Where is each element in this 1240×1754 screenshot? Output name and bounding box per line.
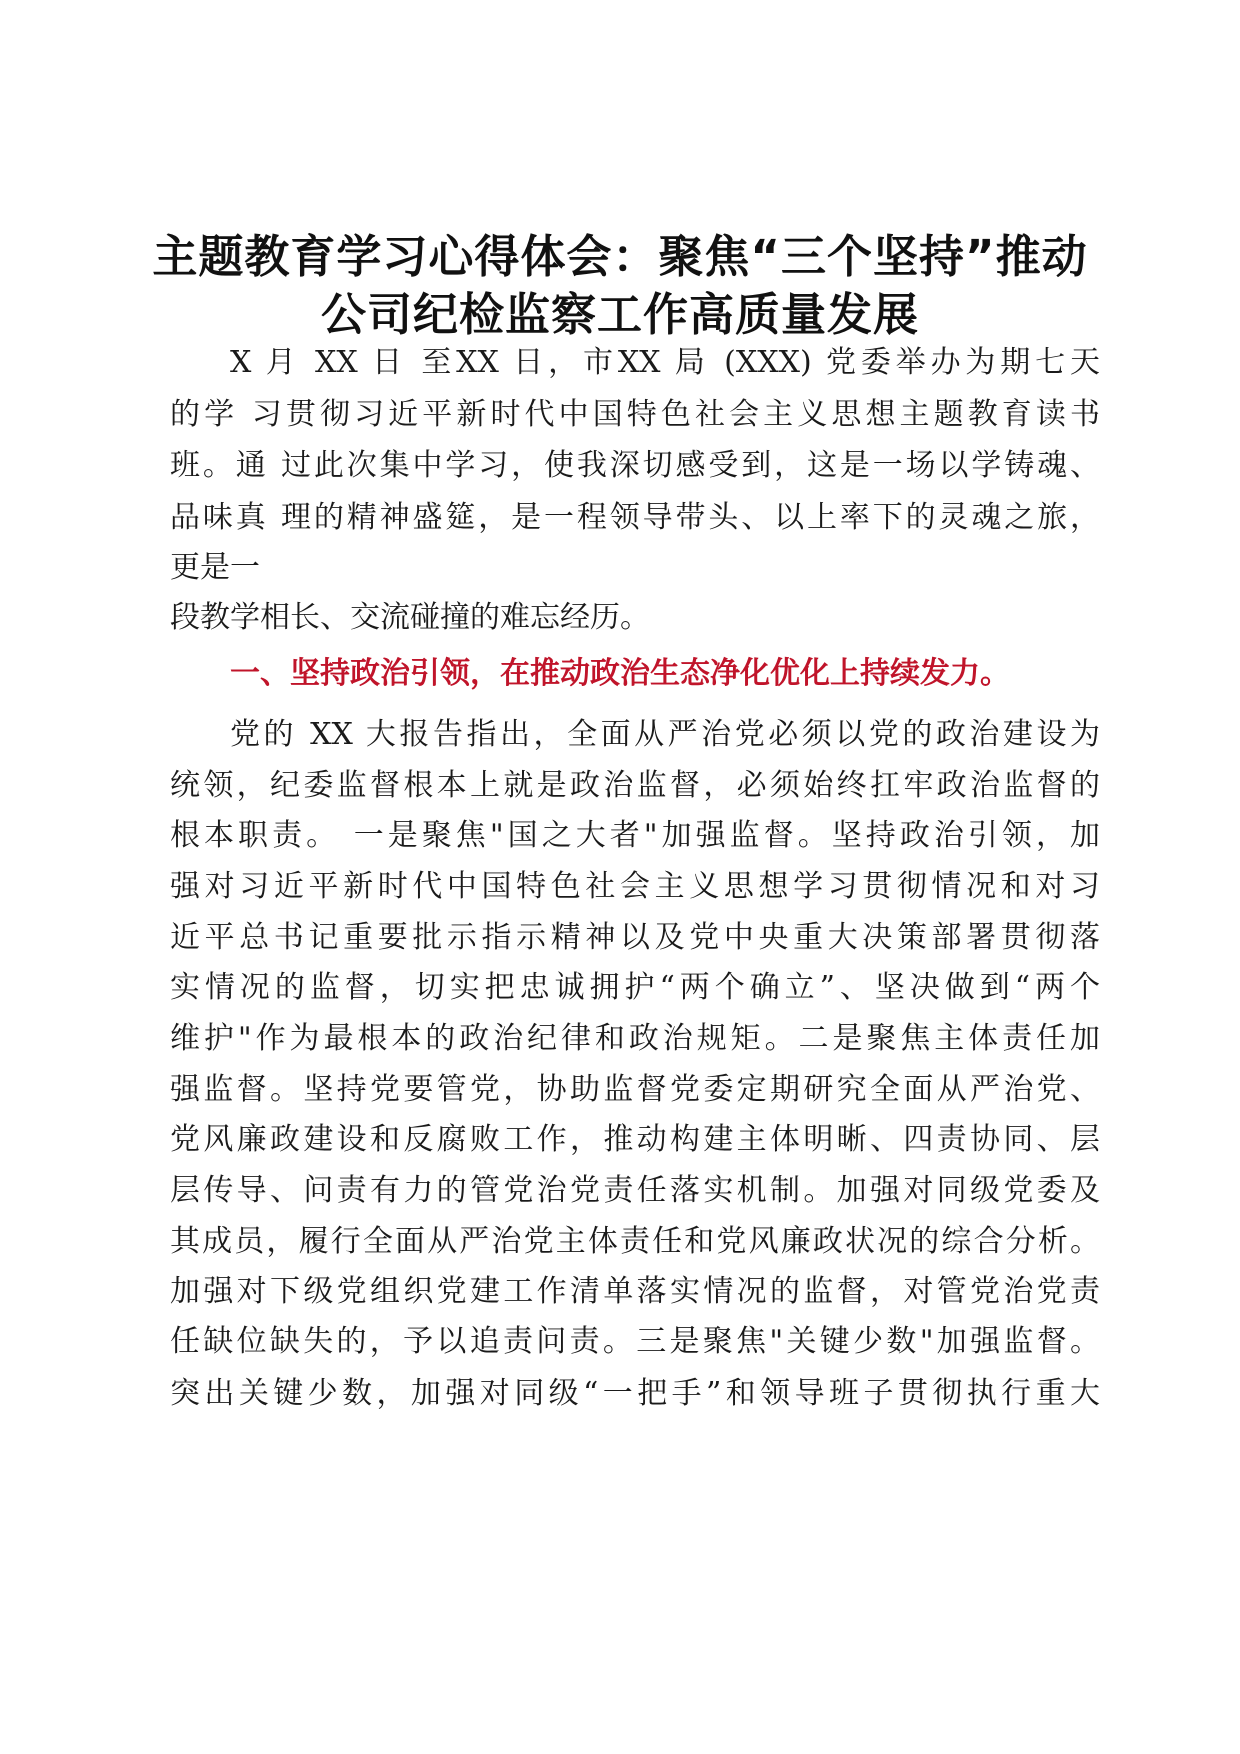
- intro-line: 的学 习贯彻习近平新时代中国特色社会主义思想主题教育读书: [170, 397, 1100, 432]
- intro-line: 品味真 理的精神盛筵，是一程领导带头、以上率下的灵魂之旅，: [170, 500, 1100, 535]
- body-line: 根本职责。 一是聚焦"国之大者"加强监督。坚持政治引领，加: [170, 818, 1100, 853]
- body-line: 任缺位缺失的，予以追责问责。三是聚焦"关键少数"加强监督。: [170, 1324, 1100, 1359]
- document-title-line-1: 主题教育学习心得体会：聚焦“三个坚持”推动: [152, 230, 1088, 283]
- body-line: 突出关键少数，加强对同级“一把手”和领导班子贯彻执行重大: [170, 1376, 1100, 1411]
- body-line: 统领，纪委监督根本上就是政治监督，必须始终扛牢政治监督的: [170, 768, 1100, 803]
- body-line: 实情况的监督，切实把忠诚拥护“两个确立”、坚决做到“两个: [170, 970, 1100, 1005]
- body-line: 其成员，履行全面从严治党主体责任和党风廉政状况的综合分析。: [170, 1224, 1100, 1259]
- intro-line: 段教学相长、交流碰撞的难忘经历。: [170, 600, 650, 635]
- body-line: 强对习近平新时代中国特色社会主义思想学习贯彻情况和对习: [170, 869, 1100, 904]
- body-line: 加强对下级党组织党建工作清单落实情况的监督，对管党治党责: [170, 1274, 1100, 1309]
- body-line: 党的 XX 大报告指出，全面从严治党必须以党的政治建设为: [230, 717, 1100, 752]
- body-line: 维护"作为最根本的政治纪律和政治规矩。二是聚焦主体责任加: [170, 1021, 1100, 1056]
- intro-line: 班。通 过此次集中学习，使我深切感受到，这是一场以学铸魂、: [170, 448, 1100, 483]
- body-line: 党风廉政建设和反腐败工作，推动构建主体明晰、四责协同、层: [170, 1122, 1100, 1157]
- intro-line: X 月 XX 日 至XX 日，市XX 局 (XXX) 党委举办为期七天: [230, 345, 1100, 380]
- section-heading: 一、坚持政治引领，在推动政治生态净化优化上持续发力。: [230, 656, 1010, 691]
- body-line: 层传导、问责有力的管党治党责任落实机制。加强对同级党委及: [170, 1173, 1100, 1208]
- document-title-line-2: 公司纪检监察工作高质量发展: [320, 288, 919, 341]
- body-line: 近平总书记重要批示指示精神以及党中央重大决策部署贯彻落: [170, 920, 1100, 955]
- intro-line: 更是一: [170, 550, 260, 585]
- body-line: 强监督。坚持党要管党，协助监督党委定期研究全面从严治党、: [170, 1072, 1100, 1107]
